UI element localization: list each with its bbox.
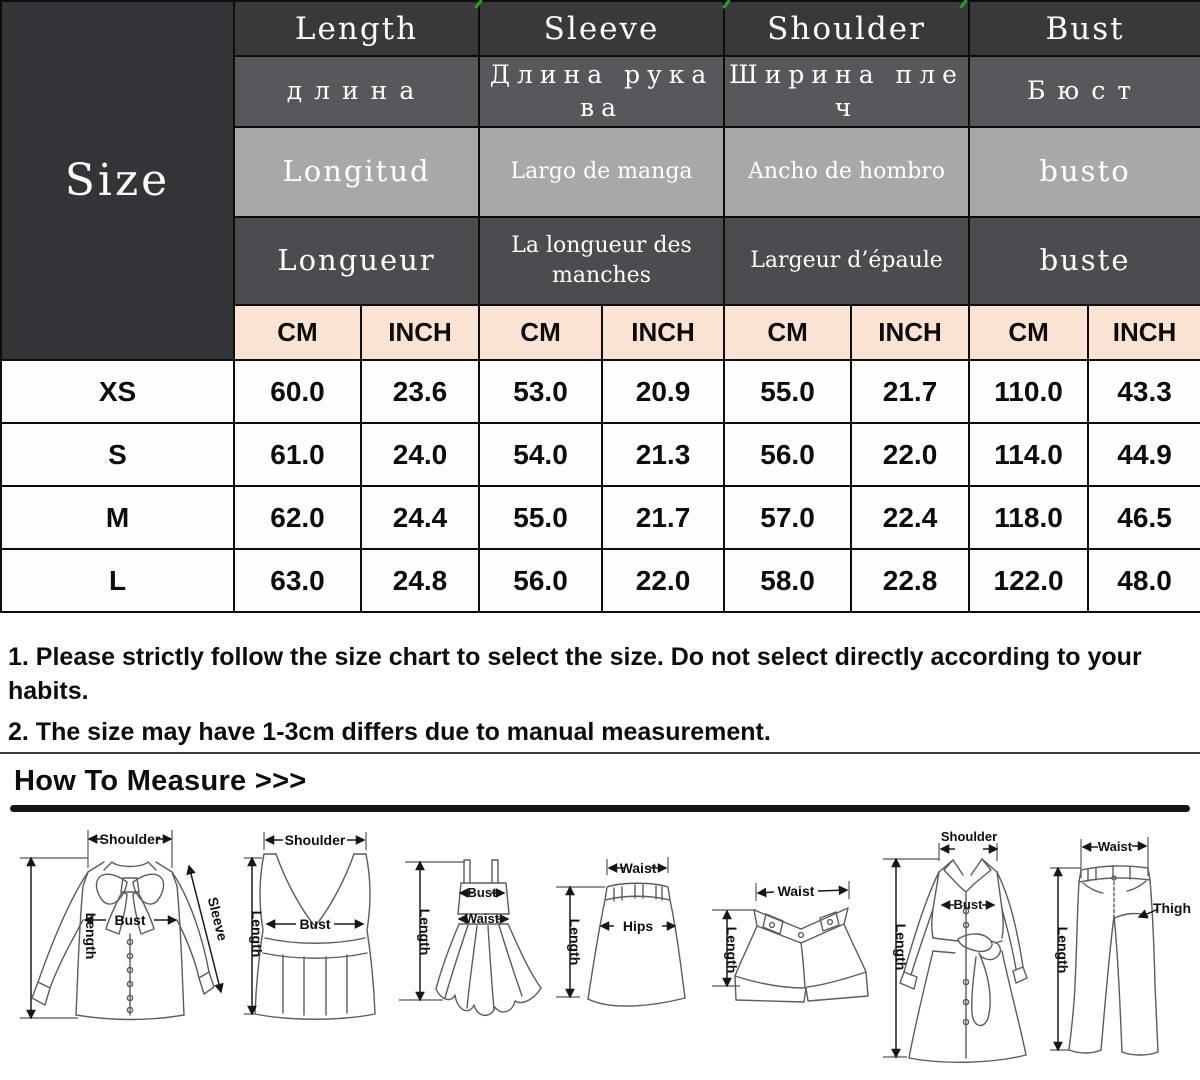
header-bust-es: busto — [969, 127, 1200, 217]
pants-outline — [1069, 866, 1158, 1055]
cell: 63.0 — [234, 549, 361, 612]
cell: 22.4 — [851, 486, 969, 549]
blouse-bust-label: Bust — [114, 912, 146, 928]
cell: 114.0 — [969, 423, 1088, 486]
header-length-fr: Longueur — [234, 217, 479, 305]
cell: 62.0 — [234, 486, 361, 549]
cell: 24.8 — [361, 549, 479, 612]
unit-cm: CM — [479, 305, 602, 360]
dress-length-label: Length — [417, 908, 433, 956]
header-length-en: Length — [234, 1, 479, 56]
tank-top-diagram — [238, 824, 394, 1028]
cell: 48.0 — [1088, 549, 1200, 612]
pants-thigh-label: Thigh — [1152, 900, 1192, 916]
dress-bust-label: Bust — [467, 885, 497, 900]
shorts-length-label: Length — [724, 926, 740, 974]
notes-block — [0, 632, 1200, 749]
coat-shoulder-label: Shoulder — [940, 829, 998, 844]
data-row-xs — [1, 360, 1200, 423]
data-row-s — [1, 423, 1200, 486]
size-label: M — [1, 486, 234, 549]
cell: 22.8 — [851, 549, 969, 612]
skirt-length-label: Length — [567, 918, 583, 966]
size-label: L — [1, 549, 234, 612]
data-row-m — [1, 486, 1200, 549]
dress-waist-label: Waist — [464, 911, 500, 926]
shorts-waist-label: Waist — [777, 883, 815, 899]
header-length-es: Longitud — [234, 127, 479, 217]
shorts-diagram — [690, 855, 880, 1010]
header-sleeve-en: Sleeve — [479, 1, 724, 56]
cell: 22.0 — [851, 423, 969, 486]
dress-outline — [436, 860, 541, 1015]
pants-length-label: Length — [1055, 926, 1071, 974]
skirt-waist-label: Waist — [619, 860, 657, 876]
how-to-measure-section — [0, 752, 1200, 812]
cell: 24.4 — [361, 486, 479, 549]
dress-diagram — [395, 840, 555, 1028]
coat-diagram — [855, 825, 1040, 1073]
tank-bust-label: Bust — [299, 916, 331, 932]
cell: 46.5 — [1088, 486, 1200, 549]
header-shoulder-fr: Largeur d’épaule — [724, 217, 969, 305]
cell: 23.6 — [361, 360, 479, 423]
header-bust-fr: buste — [969, 217, 1200, 305]
cell: 60.0 — [234, 360, 361, 423]
data-row-l — [1, 549, 1200, 612]
blouse-shoulder-label: Shoulder — [99, 831, 161, 847]
cell: 56.0 — [479, 549, 602, 612]
unit-inch: INCH — [602, 305, 724, 360]
unit-inch: INCH — [361, 305, 479, 360]
corner-size-label: Size — [1, 1, 234, 360]
skirt-outline — [588, 883, 685, 1006]
cell: 122.0 — [969, 549, 1088, 612]
cell: 55.0 — [724, 360, 851, 423]
header-sleeve-ru: Длина рукава — [479, 56, 724, 127]
cell: 21.3 — [602, 423, 724, 486]
cell: 61.0 — [234, 423, 361, 486]
unit-inch: INCH — [851, 305, 969, 360]
cell: 58.0 — [724, 549, 851, 612]
header-bust-ru: Бюст — [969, 56, 1200, 127]
tank-shoulder-label: Shoulder — [284, 832, 346, 848]
header-shoulder-es: Ancho de hombro — [724, 127, 969, 217]
cell: 56.0 — [724, 423, 851, 486]
header-sleeve-fr: La longueur des manches — [479, 217, 724, 305]
cell: 110.0 — [969, 360, 1088, 423]
size-label: S — [1, 423, 234, 486]
unit-inch: INCH — [1088, 305, 1200, 360]
cell: 118.0 — [969, 486, 1088, 549]
header-bust-en: Bust — [969, 1, 1200, 56]
pants-waist-label: Waist — [1097, 839, 1133, 854]
cell: 24.0 — [361, 423, 479, 486]
blouse-outline — [32, 862, 214, 1020]
divider-bar — [10, 805, 1190, 812]
size-label: XS — [1, 360, 234, 423]
tank-length-label: Length — [249, 910, 265, 958]
unit-cm: CM — [969, 305, 1088, 360]
header-shoulder-en: Shoulder — [724, 1, 969, 56]
measure-diagrams — [0, 822, 1200, 1080]
coat-outline — [900, 859, 1027, 1062]
cell: 22.0 — [602, 549, 724, 612]
cell: 57.0 — [724, 486, 851, 549]
header-length-ru: длина — [234, 56, 479, 127]
how-to-measure-title: How To Measure >>> — [14, 765, 307, 797]
blouse-diagram — [0, 822, 235, 1048]
cell: 43.3 — [1088, 360, 1200, 423]
shorts-outline — [735, 908, 868, 1002]
unit-cm: CM — [724, 305, 851, 360]
skirt-hips-label: Hips — [622, 918, 654, 934]
cell: 44.9 — [1088, 423, 1200, 486]
blouse-sleeve-label: Sleeve — [204, 895, 231, 943]
coat-length-label: Length — [893, 923, 909, 971]
cell: 21.7 — [602, 486, 724, 549]
header-shoulder-ru: Ширина плеч — [724, 56, 969, 127]
skirt-diagram — [550, 845, 700, 1017]
header-sleeve-es: Largo de manga — [479, 127, 724, 217]
cell: 20.9 — [602, 360, 724, 423]
note-1: 1. Please strictly follow the size chart to select the size. Do not select directly according to your habits. — [8, 643, 1142, 705]
header-row-en — [1, 1, 1200, 56]
cell: 55.0 — [479, 486, 602, 549]
cell: 21.7 — [851, 360, 969, 423]
cell: 53.0 — [479, 360, 602, 423]
blouse-length-label: Length — [83, 912, 99, 960]
note-2: 2. The size may have 1-3cm differs due to manual measurement. — [8, 718, 771, 746]
pants-diagram — [1020, 825, 1200, 1067]
unit-cm: CM — [234, 305, 361, 360]
coat-bust-label: Bust — [953, 897, 983, 912]
tank-top-outline — [255, 854, 375, 1019]
cell: 54.0 — [479, 423, 602, 486]
